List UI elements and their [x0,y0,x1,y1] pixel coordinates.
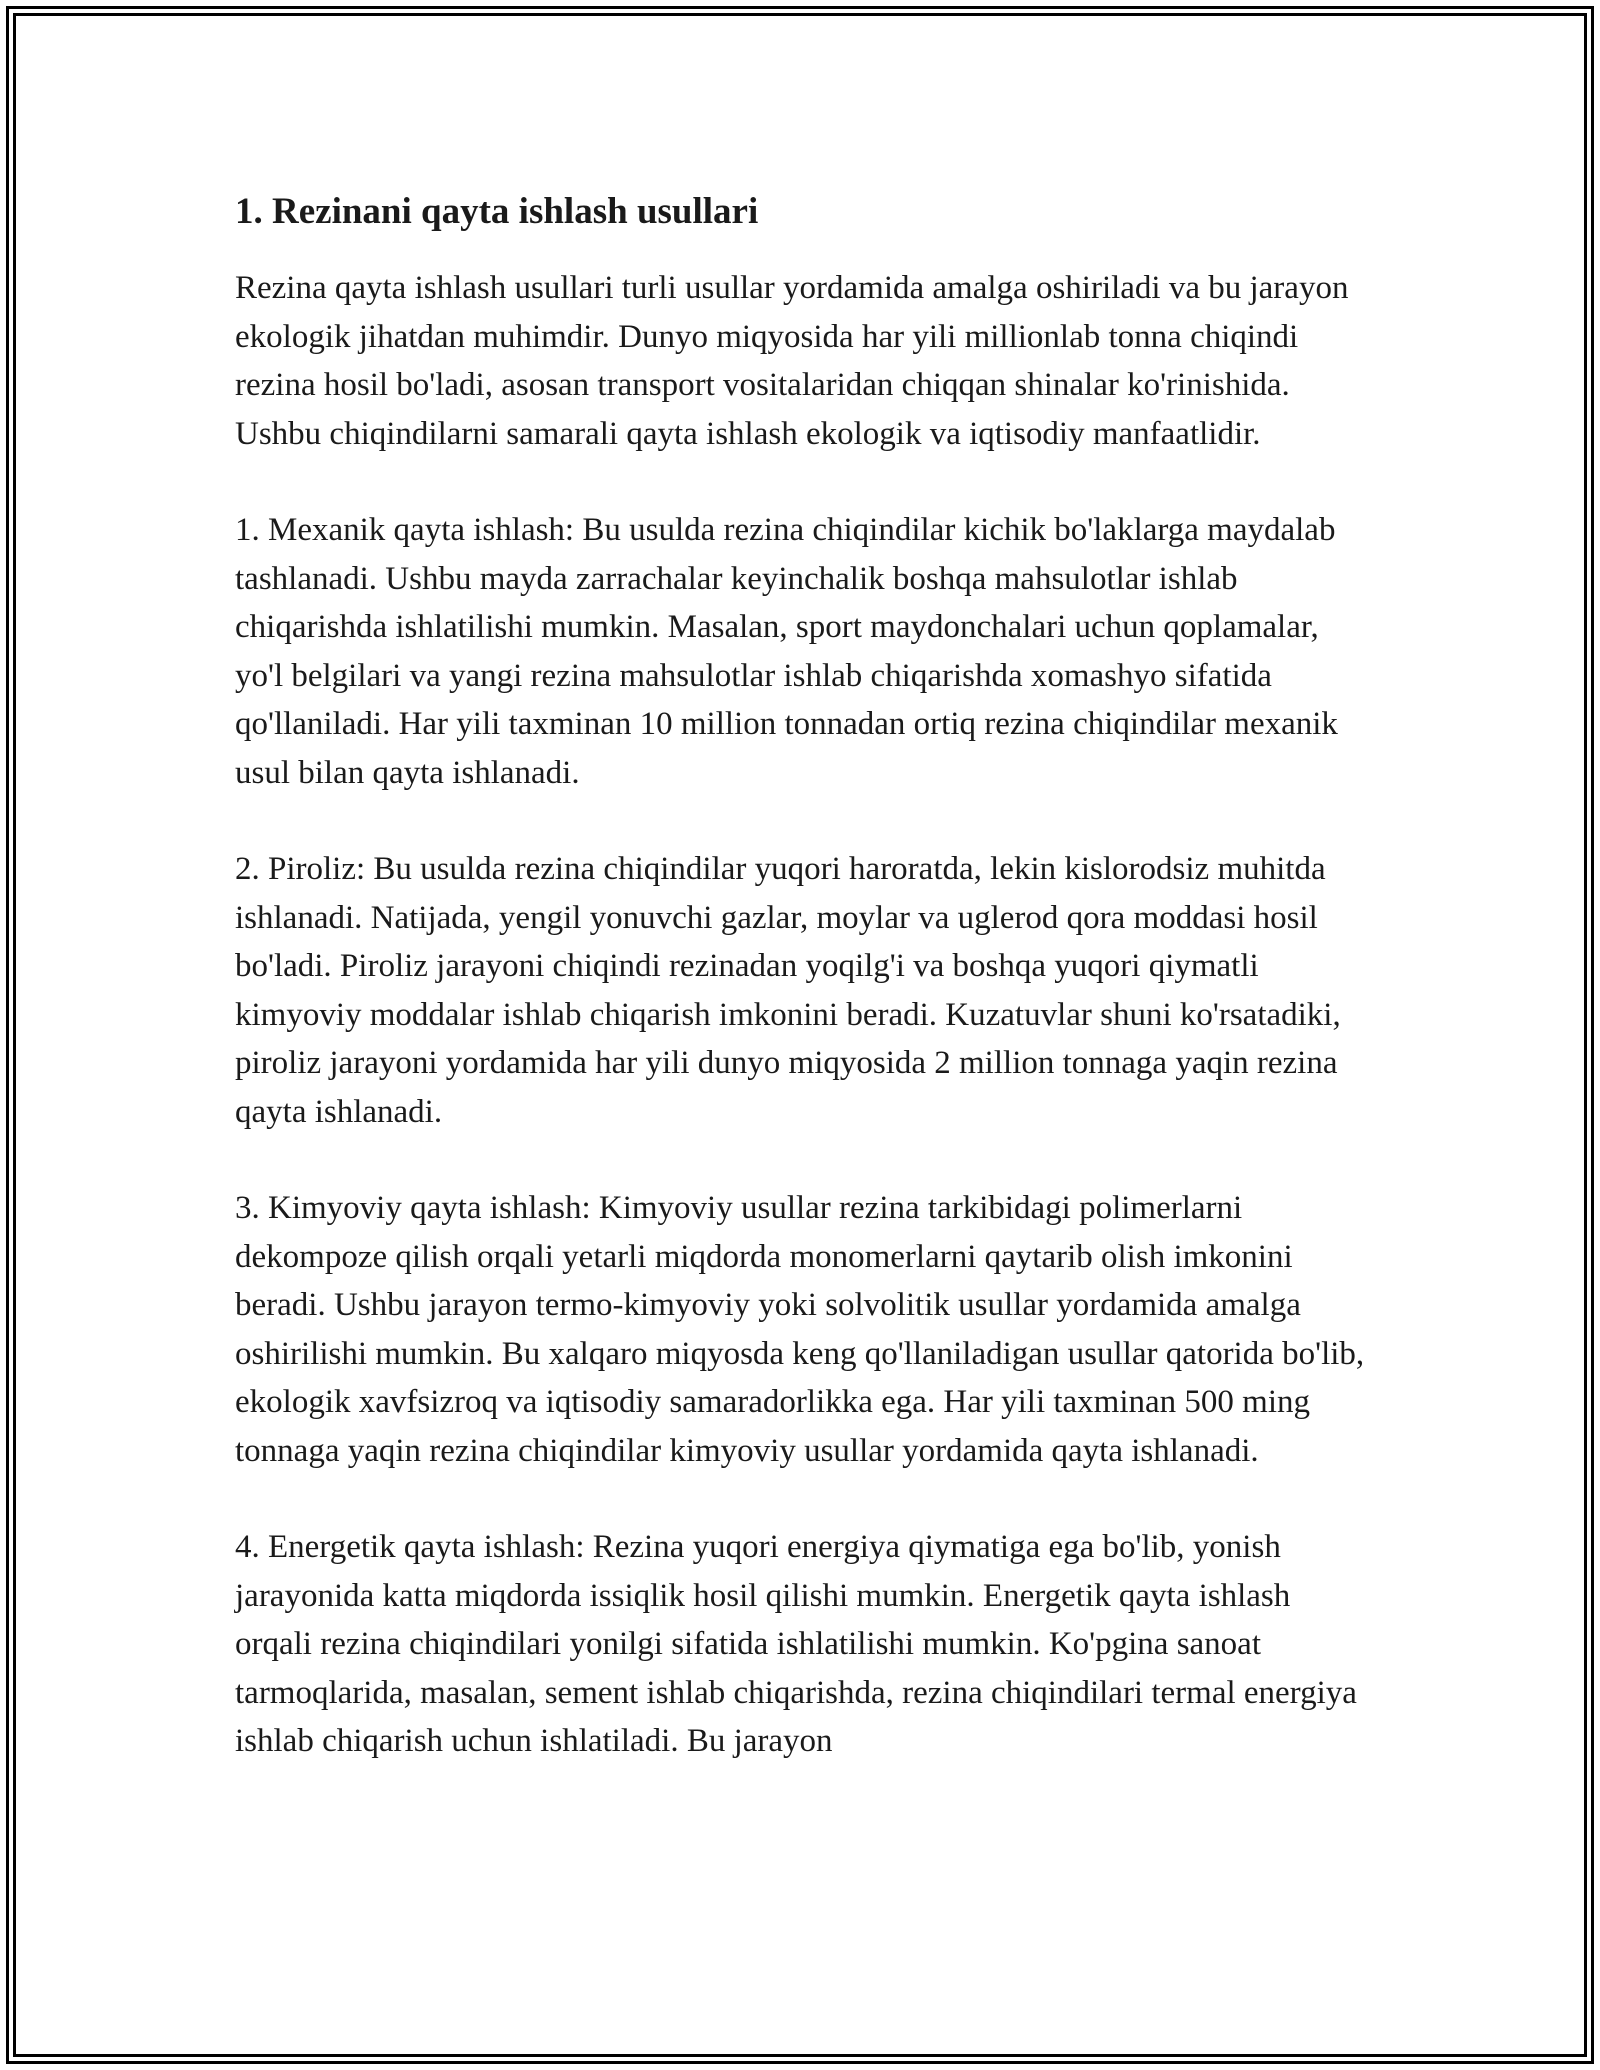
mechanical-recycling-paragraph: 1. Mexanik qayta ishlash: Bu usulda rezina chiqindilar kichik bo'laklarga maydalab tashlanadi. Ushbu mayda zarrachalar keyinchalik boshqa mahsulotlar ishlab chiqarishda ishlatilishi mumkin. Masalan, sport maydonchalari uchun qoplamalar, yo'l belgilari va yangi rezina mahsulotlar ishlab chiqarishda xomashyo sifatida qo'llaniladi. Har yili taxminan 10 million tonnadan ortiq rezina chiqindilar mexanik usul bilan qayta ishlanadi. [235,512,1338,791]
chemical-recycling-paragraph: 3. Kimyoviy qayta ishlash: Kimyoviy usullar rezina tarkibidagi polimerlarni dekompoze qilish orqali yetarli miqdorda monomerlarni qaytarib olish imkonini beradi. Ushbu jarayon termo-kimyoviy yoki solvolitik usullar yordamida amalga oshirilishi mumkin. Bu xalqaro miqyosda keng qo'llaniladigan usullar qatorida bo'lib, ekologik xavfsizroq va iqtisodiy samaradorlikka ega. Har yili taxminan 500 ming tonnaga yaqin rezina chiqindilar kimyoviy usullar yordamida qayta ishlanadi. [235,1190,1365,1469]
document-body [235,188,1370,1814]
document-title: 1. Rezinani qayta ishlash usullari [235,191,759,232]
energy-recovery-paragraph: 4. Energetik qayta ishlash: Rezina yuqori energiya qiymatiga ega bo'lib, yonish jarayonida katta miqdorda issiqlik hosil qilishi mumkin. Energetik qayta ishlash orqali rezina chiqindilari yonilgi sifatida ishlatilishi mumkin. Ko'pgina sanoat tarmoqlarida, masalan, sement ishlab chiqarishda, rezina chiqindilari termal energiya ishlab chiqarish uchun ishlatiladi. Bu jarayon [235,1529,1357,1759]
pyrolysis-paragraph: 2. Piroliz: Bu usulda rezina chiqindilar yuqori haroratda, lekin kislorodsiz muhitda ishlanadi. Natijada, yengil yonuvchi gazlar, moylar va uglerod qora moddasi hosil bo'ladi. Piroliz jarayoni chiqindi rezinadan yoqilg'i va boshqa yuqori qiymatli kimyoviy moddalar ishlab chiqarish imkonini beradi. Kuzatuvlar shuni ko'rsatadiki, piroliz jarayoni yordamida har yili dunyo miqyosida 2 million tonnaga yaqin rezina qayta ishlanadi. [235,851,1341,1130]
intro-paragraph: Rezina qayta ishlash usullari turli usullar yordamida amalga oshiriladi va bu jarayon ekologik jihatdan muhimdir. Dunyo miqyosida har yili millionlab tonna chiqindi rezina hosil bo'ladi, asosan transport vositalaridan chiqqan shinalar ko'rinishida. Ushbu chiqindilarni samarali qayta ishlash ekologik va iqtisodiy manfaatlidir. [235,270,1349,452]
